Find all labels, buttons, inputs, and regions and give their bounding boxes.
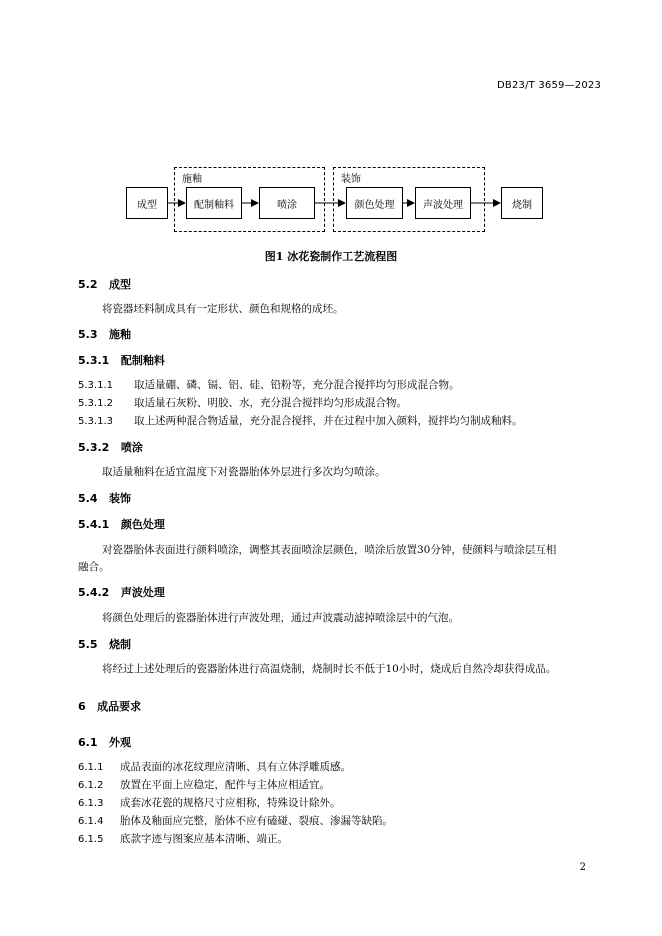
item-text: 取上述两种混合物适量，充分混合搅拌，并在过程中加入颜料，搅拌均匀制成釉料。 [134, 415, 523, 427]
step-sonic-treatment: 声波处理 [415, 187, 471, 219]
list-item-6-1-5 [78, 831, 288, 846]
heading-number: 5.4.1 [78, 518, 110, 531]
item-text: 取适量硼、磷、镉、铝、硅、铅粉等，充分混合搅拌均匀形成混合物。 [134, 379, 460, 391]
list-item-5-3-1-3 [78, 413, 523, 428]
heading-title: 颜色处理 [120, 518, 165, 531]
process-flowchart [0, 0, 662, 260]
heading-title: 施釉 [109, 328, 131, 341]
step-color-treatment: 颜色处理 [346, 187, 403, 219]
heading-5-4-2 [78, 584, 165, 600]
heading-number: 5.4 [78, 492, 98, 505]
item-number: 6.1.1 [78, 762, 104, 773]
item-text: 取适量石灰粉、明胶、水，充分混合搅拌均匀形成混合物。 [134, 397, 407, 409]
heading-5-4 [78, 490, 131, 506]
item-text: 放置在平面上应稳定，配件与主体应相适宜。 [120, 779, 330, 791]
heading-number: 6.1 [78, 736, 98, 749]
heading-title: 声波处理 [120, 586, 165, 599]
heading-5-2 [78, 276, 131, 292]
item-number: 5.3.1.3 [78, 416, 113, 427]
heading-6 [78, 698, 141, 714]
group-glazing-label: 施釉 [182, 174, 202, 185]
heading-5-3 [78, 326, 131, 342]
heading-6-1 [78, 734, 131, 750]
item-number: 5.3.1.2 [78, 398, 113, 409]
paragraph-5-4-1-line1: 对瓷器胎体表面进行颜料喷涂，调整其表面喷涂层颜色，喷涂后放置30分钟，使颜料与喷涂层互相 [102, 544, 557, 556]
step-forming: 成型 [126, 187, 168, 219]
heading-5-3-1 [78, 352, 165, 368]
list-item-6-1-4 [78, 813, 393, 828]
list-item-6-1-1 [78, 759, 351, 774]
heading-title: 外观 [109, 736, 131, 749]
heading-title: 成品要求 [97, 700, 142, 713]
item-text: 胎体及釉面应完整，胎体不应有磕碰、裂痕、渗漏等缺陷。 [120, 815, 393, 827]
heading-title: 喷涂 [120, 441, 143, 454]
item-number: 6.1.5 [78, 834, 104, 845]
item-number: 6.1.3 [78, 798, 104, 809]
group-decoration-label: 装饰 [341, 174, 361, 185]
heading-5-3-2 [78, 439, 143, 455]
paragraph-5-4-2: 将颜色处理后的瓷器胎体进行声波处理，通过声波震动滤掉喷涂层中的气泡。 [102, 612, 459, 624]
flowchart-arrows [0, 0, 662, 260]
paragraph-5-3-2: 取适量釉料在适宜温度下对瓷器胎体外层进行多次均匀喷涂。 [102, 466, 386, 478]
heading-number: 5.3 [78, 328, 98, 341]
item-text: 成套冰花瓷的规格尺寸应相称，特殊设计除外。 [120, 797, 341, 809]
heading-number: 5.5 [78, 638, 98, 651]
heading-number: 5.3.1 [78, 354, 110, 367]
heading-title: 装饰 [109, 492, 131, 505]
figure-caption: 图1 冰花瓷制作工艺流程图 [264, 250, 398, 263]
heading-number: 6 [78, 700, 86, 713]
item-text: 成品表面的冰花纹理应清晰、具有立体浮雕质感。 [120, 761, 351, 773]
heading-number: 5.2 [78, 278, 98, 291]
step-firing: 烧制 [501, 187, 543, 219]
list-item-6-1-3 [78, 795, 341, 810]
step-glaze-prep: 配制釉料 [186, 187, 242, 219]
item-text: 底款字迹与图案应基本清晰、端正。 [120, 833, 288, 845]
heading-title: 配制釉料 [120, 354, 165, 367]
document-code: DB23/T 3659—2023 [497, 80, 602, 91]
heading-number: 5.4.2 [78, 586, 110, 599]
page-number: 2 [579, 862, 586, 873]
step-spraying: 喷涂 [259, 187, 315, 219]
list-item-5-3-1-2 [78, 395, 407, 410]
paragraph-5-2: 将瓷器坯料制成具有一定形状、颜色和规格的成坯。 [102, 303, 344, 315]
heading-5-5 [78, 636, 131, 652]
list-item-5-3-1-1 [78, 377, 460, 392]
item-number: 6.1.2 [78, 780, 104, 791]
heading-title: 烧制 [109, 638, 131, 651]
item-number: 5.3.1.1 [78, 380, 113, 391]
paragraph-5-4-1-line2: 融合。 [78, 561, 110, 573]
heading-5-4-1 [78, 516, 165, 532]
heading-number: 5.3.2 [78, 441, 110, 454]
paragraph-5-5: 将经过上述处理后的瓷器胎体进行高温烧制，烧制时长不低于10小时，烧成后自然冷却获得成品。 [102, 663, 557, 675]
list-item-6-1-2 [78, 777, 330, 792]
heading-title: 成型 [109, 278, 131, 291]
item-number: 6.1.4 [78, 816, 104, 827]
